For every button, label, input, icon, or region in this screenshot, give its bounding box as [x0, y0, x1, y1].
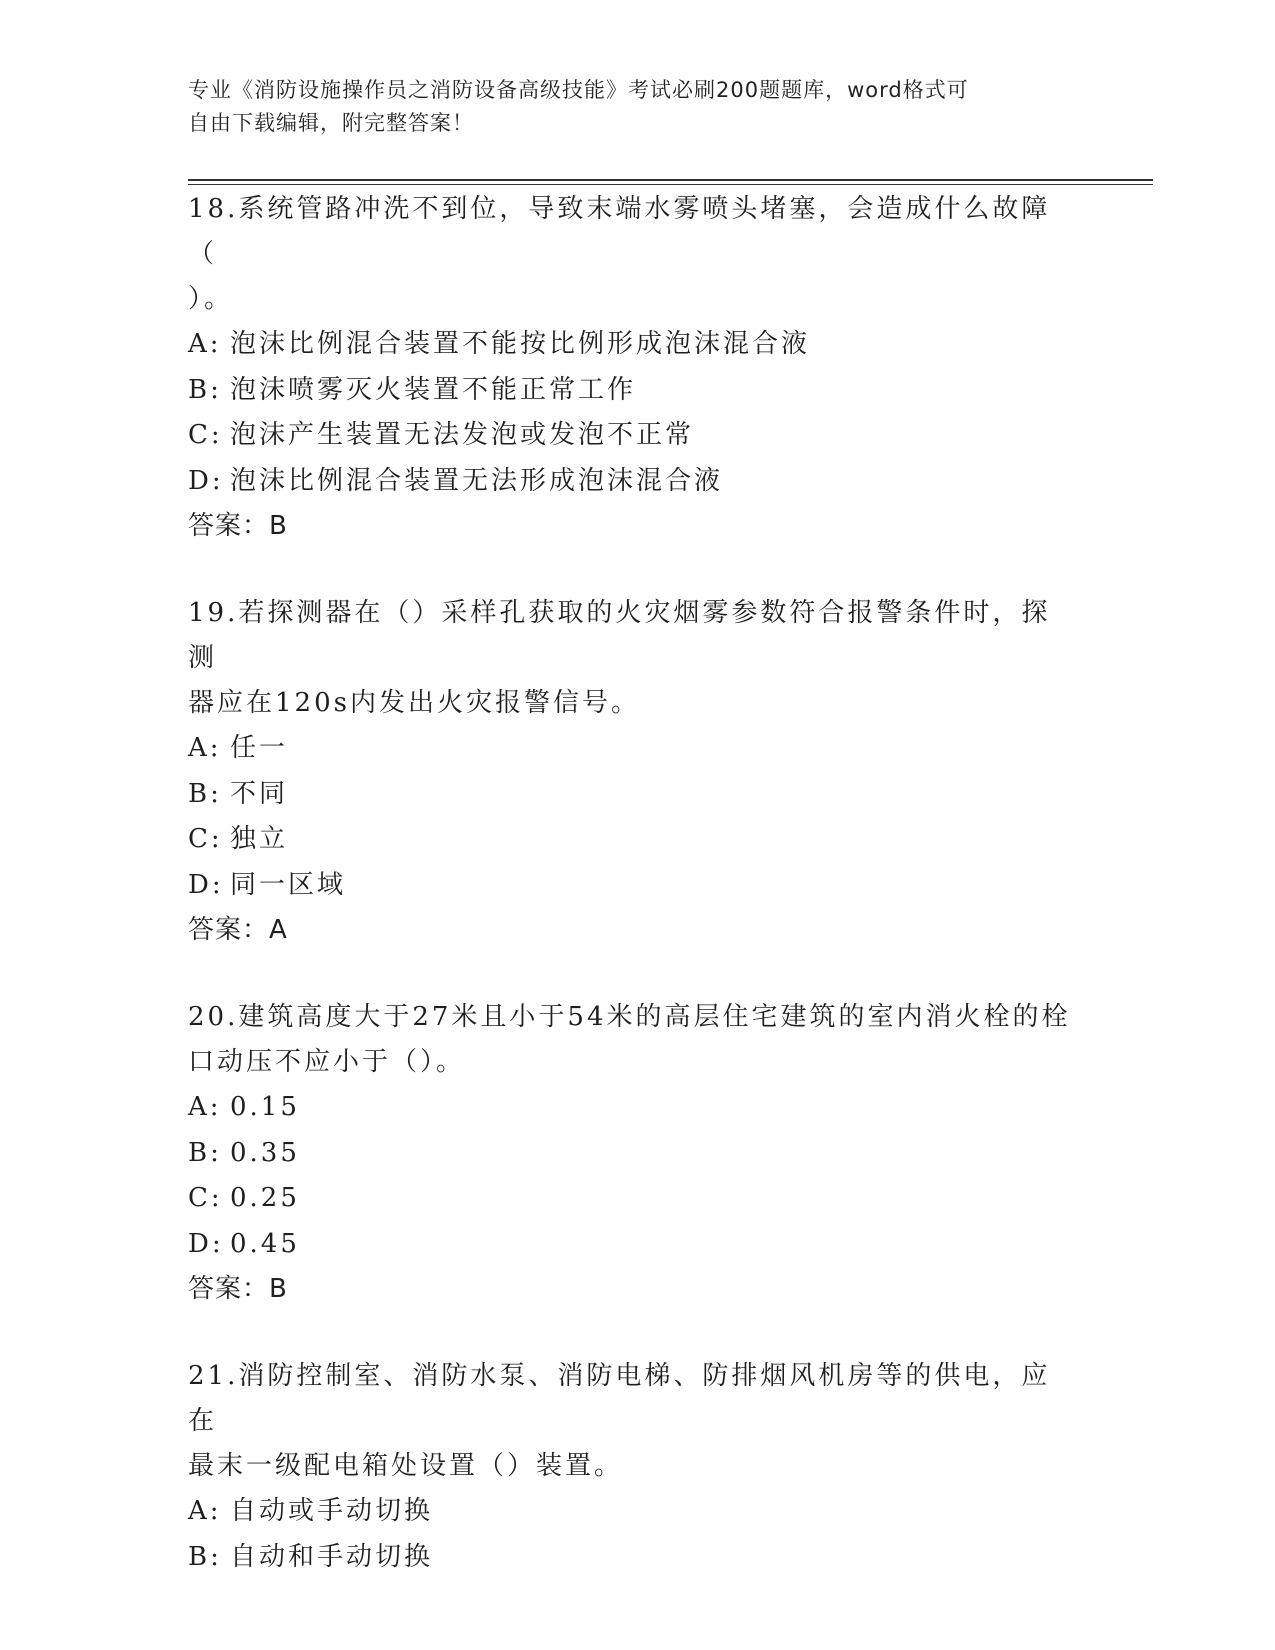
option-key: D:: [188, 1228, 224, 1259]
option-key: D:: [188, 869, 224, 900]
option-key: D:: [188, 465, 224, 496]
header-line-2: 自由下载编辑，附完整答案！: [188, 111, 474, 135]
option-key: B:: [188, 778, 222, 809]
option-a: [188, 726, 1078, 772]
option-c: [188, 817, 1078, 863]
option-text: 自动和手动切换: [230, 1541, 434, 1572]
option-d: [188, 1222, 1078, 1268]
question-stem-line-2: 最末一级配电箱处设置（）装置。: [188, 1451, 624, 1481]
question-20: [188, 995, 1078, 1312]
question-stem-line-2: 口动压不应小于（）。: [188, 1047, 466, 1077]
option-key: B:: [188, 1541, 222, 1572]
question-stem-line-2: ）。: [188, 284, 234, 314]
option-b: [188, 772, 1078, 818]
option-text: 泡沫产生装置无法发泡或发泡不正常: [230, 420, 695, 450]
header-divider-thick: [188, 179, 1153, 181]
option-text: 0.25: [230, 1183, 300, 1213]
option-text: 0.15: [230, 1092, 300, 1122]
question-spacer: [188, 1312, 1078, 1354]
option-text: 0.45: [230, 1228, 300, 1259]
option-key: B:: [188, 374, 222, 405]
question-stem: [188, 591, 1078, 726]
option-b: [188, 1535, 1078, 1581]
option-key: C:: [188, 1183, 223, 1213]
question-spacer: [188, 549, 1078, 591]
option-a: [188, 1085, 1078, 1131]
question-list: [188, 187, 1078, 1580]
answer-line: 答案：B: [188, 1274, 288, 1304]
option-c: [188, 413, 1078, 459]
option-a: [188, 322, 1078, 368]
question-stem-line-1: 21.消防控制室、消防水泵、消防电梯、防排烟风机房等的供电，应在: [188, 1361, 1051, 1436]
option-d: [188, 459, 1078, 505]
question-spacer: [188, 953, 1078, 995]
question-19: [188, 591, 1078, 953]
answer-line: 答案：B: [188, 511, 288, 541]
option-key: C:: [188, 420, 223, 450]
option-text: 任一: [230, 733, 289, 763]
option-text: 独立: [230, 824, 289, 854]
option-text: 泡沫比例混合装置无法形成泡沫混合液: [230, 465, 724, 496]
question-stem-line-2: 器应在120s内发出火灾报警信号。: [188, 688, 640, 718]
option-text: 自动或手动切换: [230, 1496, 434, 1526]
option-key: A:: [188, 733, 222, 763]
option-text: 同一区域: [230, 869, 347, 900]
question-stem: [188, 187, 1078, 322]
question-stem: [188, 1354, 1078, 1489]
question-stem-line-1: 20.建筑高度大于27米且小于54米的高层住宅建筑的室内消火栓的栓: [188, 1002, 1071, 1032]
option-key: B:: [188, 1137, 222, 1168]
option-b: [188, 368, 1078, 414]
header-line-1: 专业《消防设施操作员之消防设备高级技能》考试必刷200题题库，word格式可: [188, 78, 969, 102]
document-header: [188, 74, 1068, 140]
question-stem-line-1: 18.系统管路冲洗不到位，导致末端水雾喷头堵塞，会造成什么故障（: [188, 194, 1051, 269]
answer-line: 答案：A: [188, 915, 288, 945]
option-text: 泡沫比例混合装置不能按比例形成泡沫混合液: [230, 329, 811, 359]
question-18: [188, 187, 1078, 549]
option-b: [188, 1131, 1078, 1177]
option-c: [188, 1176, 1078, 1222]
option-text: 泡沫喷雾灭火装置不能正常工作: [230, 374, 637, 405]
option-text: 不同: [230, 778, 289, 809]
option-a: [188, 1489, 1078, 1535]
option-text: 0.35: [230, 1137, 300, 1168]
question-stem-line-1: 19.若探测器在（）采样孔获取的火灾烟雾参数符合报警条件时，探测: [188, 598, 1051, 673]
option-key: A:: [188, 1496, 222, 1526]
question-21: [188, 1354, 1078, 1580]
option-key: C:: [188, 824, 223, 854]
option-key: A:: [188, 1092, 222, 1122]
option-d: [188, 863, 1078, 909]
question-stem: [188, 995, 1078, 1085]
header-divider-thin: [188, 184, 1153, 185]
option-key: A:: [188, 329, 222, 359]
